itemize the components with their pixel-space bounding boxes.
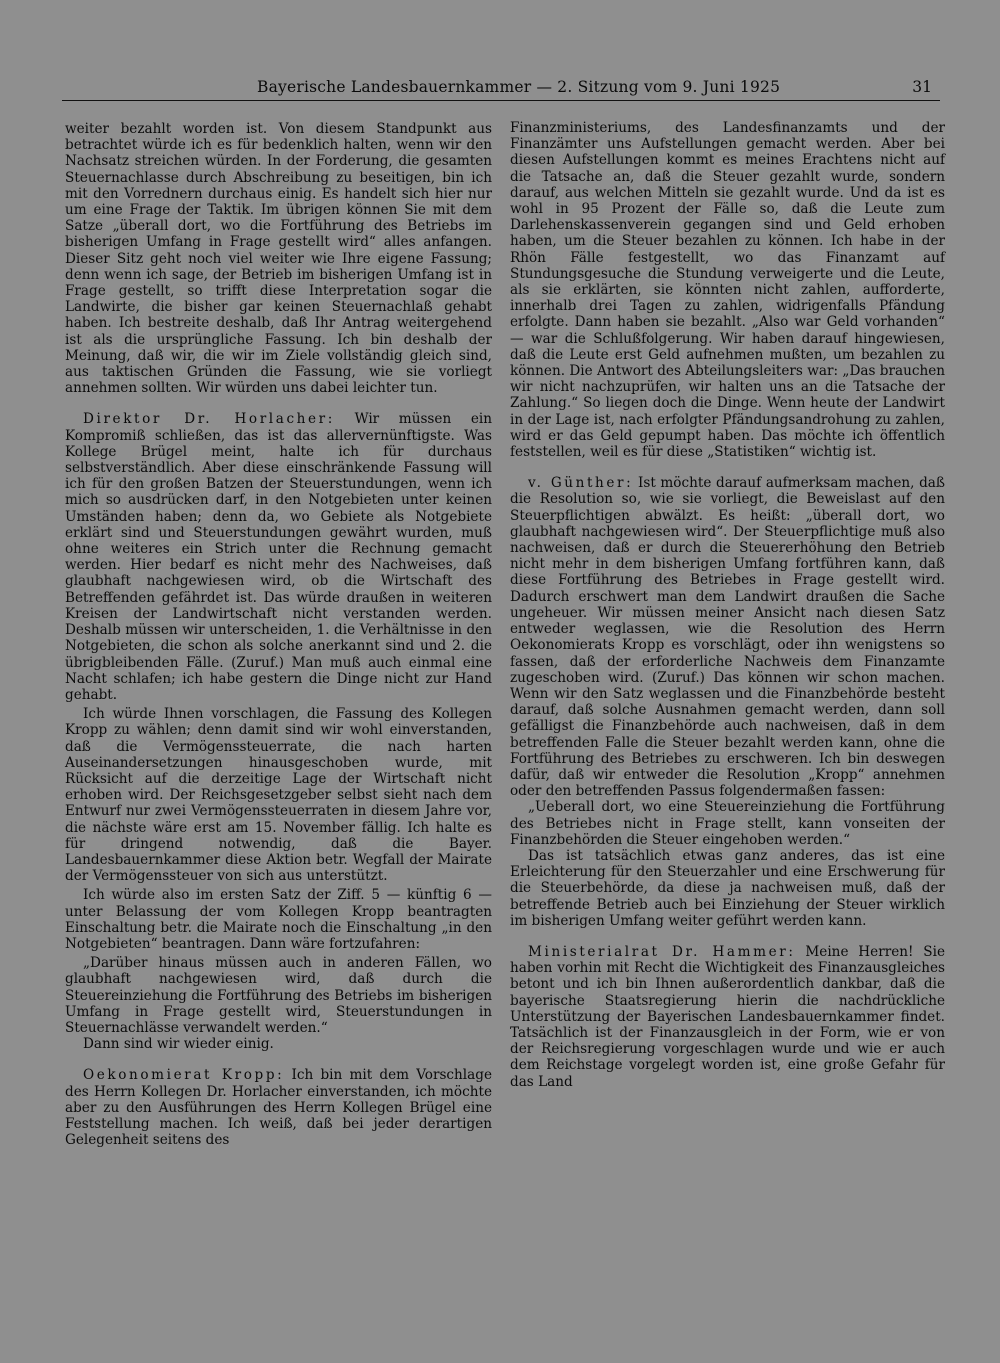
paragraph: Dann sind wir wieder einig. <box>83 1036 274 1053</box>
paragraph: Das ist tatsächlich etwas ganz anderes, das ist eine Erleichterung für den Steuerzahler und eine Erschwerung für die Steuerbehörde, da diese ja nachweisen muß, daß der betreffende Betrieb auch bei Einziehung der Steuer wirklich im bisherigen Umfang weiter geführt werden kann. <box>510 847 945 929</box>
speech-hammer <box>510 944 945 1090</box>
paragraph: Finanzministeriums, des Landesfinanzamts und der Finanzämter uns Aufstellungen gemacht werden. Aber bei diesen Aufstellungen kommt es meines Erachtens nicht auf die Tatsache an, daß die Steuer gezahlt wurde, sondern darauf, aus welchen Mitteln sie gezahlt wurde. Und da ist es wohl in 95 Prozent der Fälle so, daß die Leute zum Darlehenskassenverein gegangen sind und Geld erhoben haben, um die Steuer bezahlen zu können. Ich habe in der Rhön Fälle festgestellt, wo das Finanzamt auf Stundungsgesuche die Stundung verweigerte und die Leute, als sie erklärten, sie könnten nicht zahlen, aufforderte, innerhalb drei Tagen zu zahlen, widrigenfalls Pfändung erfolgte. Dann haben sie bezahlt. „Also war Geld vorhanden“ — war die Schlußfolgerung. Wir haben darauf hingewiesen, daß die Leute erst Geld aufnehmen mußten, um bezahlen zu können. Die Antwort des Abteilungsleiters war: „Das brauchen wir nicht nachzuprüfen, wir halten uns an die Tatsache der Zahlung.“ So liegen doch die Dinge. Wenn heute der Landwirt in der Lage ist, nach erfolgter Pfändungsandrohung zu zahlen, wird er das Geld gepumpt haben. Das möchte ich öffentlich feststellen, weil es für diese „Statistiken“ wichtig ist. <box>510 120 945 461</box>
right-column <box>510 120 945 1090</box>
running-title: Bayerische Landesbauernkammer — 2. Sitzung vom 9. Juni 1925 <box>257 78 781 96</box>
speaker-name: Ministerialrat Dr. Hammer: <box>528 943 796 960</box>
speaker-name: v. Günther: <box>528 475 634 492</box>
speech-text: Meine Herren! Sie haben vorhin mit Recht die Wichtigkeit des Finanzausgleiches betont und ich bin Ihnen außerordentlich dankbar, daß die bayerische Staatsregierung hierin die nachdrückliche Unterstützung der Bayerischen Landesbauernkammer findet. Tatsächlich ist der Finanzausgleich in der Form, wie er von der Reichsregierung vorgeschlagen wurde und wie er auch dem Reichstage vorgelegt worden ist, eine große Gefahr für das Land <box>510 943 945 1090</box>
speech-text: Ist möchte darauf aufmerksam machen, daß die Resolution so, wie sie vorliegt, die Beweislast auf den Steuerpflichtigen abwälzt. Es heißt: „überall dort, wo glaubhaft nachgewiesen wird“. Der Steuerpflichtige muß also nachweisen, daß er durch die Steuererhöhung den Betrieb nicht mehr in dem bisherigen Umfang fortführen kann, daß diese Fortführung des Betriebes in Frage gestellt wird. Dadurch erschwert man dem Landwirt draußen die Sache ungeheuer. Wir müssen meiner Ansicht nach diesen Satz entweder weglassen, wie die Resolution des Herrn Oekonomierats Kropp es vorschlägt, oder ihn wenigstens so fassen, daß der erforderliche Nachweis dem Finanzamte zugeschoben wird. (Zuruf.) Das können wir schon machen. Wenn wir den Satz weglassen und die Finanzbehörde besteht darauf, daß solche Ausnahmen gemacht werden, dann soll gefälligst die Finanzbehörde auch nachweisen, daß in dem betreffenden Falle die Steuer bezahlt werden kann, ohne die Fortführung des Betriebes zu erschweren. Ich bin deswegen dafür, daß wir entweder die Resolution „Kropp“ annehmen oder den betreffenden Passus folgendermaßen fassen: <box>510 475 945 800</box>
page-number: 31 <box>912 78 932 96</box>
quoted-motion: „Darüber hinaus müssen auch in anderen Fällen, wo glaubhaft nachgewiesen wird, daß durch die Steuereinziehung die Fortführung des Betriebs im bisherigen Umfang in Frage gestellt wird, Steuerstundungen in Steuernachlässe verwandelt werden.“ <box>65 955 492 1036</box>
speech-kropp <box>65 1067 492 1148</box>
speaker-name: Direktor Dr. Horlacher: <box>83 411 335 428</box>
paragraph: Ich würde also im ersten Satz der Ziff. 5 — künftig 6 — unter Belassung der vom Kollegen Kropp beantragten Einschaltung betr. die Mairate noch die Einschaltung „in den Notgebieten“ beantragen. Dann wäre fortzufahren: <box>65 887 492 952</box>
header-rule <box>62 100 940 101</box>
paragraph: Ich würde Ihnen vorschlagen, die Fassung des Kollegen Kropp zu wählen; denn damit sind wir wohl einverstanden, daß die Vermögenssteuerrate, die nach harten Auseinandersetzungen hinausgeschoben wurde, mit Rücksicht auf die derzeitige Lage der Wirtschaft nicht erhoben wird. Der Reichsgesetzgeber selbst sieht nach dem Entwurf nur zwei Vermögenssteuerraten in diesem Jahre vor, die nächste wäre erst am 15. November fällig. Ich halte es für dringend notwendig, daß die Bayer. Landesbauernkammer diese Aktion betr. Wegfall der Mairate der Vermögenssteuer von sich aus unterstützt. <box>65 706 492 885</box>
speech-guenther <box>510 475 945 799</box>
speech-text: Ich bin mit dem Vorschlage des Herrn Kollegen Dr. Horlacher einverstanden, ich möchte aber zu den Ausführungen des Herrn Kollegen Brügel eine Feststellung machen. Ich weiß, daß bei jeder derartigen Gelegenheit seitens des <box>65 1067 492 1149</box>
left-column <box>65 121 492 1148</box>
quoted-motion: „Ueberall dort, wo eine Steuereinziehung die Fortführung des Betriebes nicht in Frage stellt, kann vonseiten der Finanzbehörden die Steuer eingehoben werden.“ <box>510 799 945 848</box>
speech-text: Wir müssen ein Kompromiß schließen, das ist das allervernünftigste. Was Kollege Brügel meint, halte ich für durchaus selbstverständlich. Aber diese einschränkende Fassung will ich für den großen Batzen der Steuerstundungen, wenn ich mich so ausdrücken darf, in den Notgebieten unter keinen Umständen haben; denn da, wo Gebiete als Notgebiete erklärt sind und Steuerstundungen gewährt wurden, muß ohne weiteres ein Strich unter die Rechnung gemacht werden. Hier bedarf es nicht mehr des Nachweises, daß glaubhaft nachgewiesen wird, ob die Wirtschaft des Betreffenden gefährdet ist. Das würde draußen in weiteren Kreisen der Landwirtschaft nicht verstanden werden. Deshalb müssen wir unterscheiden, 1. die Verhältnisse in den Notgebieten, die schon als solche anerkannt sind und 2. die übrigbleibenden Fälle. (Zuruf.) Man muß auch einmal eine Nacht schlafen; ich habe gestern die Dinge nicht zur Hand gehabt. <box>65 411 492 703</box>
paragraph: weiter bezahlt worden ist. Von diesem Standpunkt aus betrachtet würde ich es für bedenklich halten, wenn wir den Nachsatz streichen würden. In der Forderung, die gesamten Steuernachlasse durch Abschreibung zu beseitigen, bin ich mit den Vorrednern durchaus einig. Es handelt sich hier nur um eine Frage der Taktik. Im übrigen können Sie mit dem Satze „überall dort, wo die Fortführung des Betriebs im bisherigen Umfang in Frage gestellt wird“ alles anfangen. Dieser Sitz geht noch viel weiter wie Ihre eigene Fassung; denn wenn ich sage, der Betrieb im bisherigen Umfang ist in Frage gestellt, so trifft diese Interpretation sogar die Landwirte, die bisher gar keinen Steuernachlaß gehabt haben. Ich bestreite deshalb, daß Ihr Antrag weitergehend ist als die ursprüngliche Fassung. Ich bin deshalb der Meinung, daß wir, die wir im Ziele vollständig gleich sind, aus taktischen Gründen die Fassung, wie sie vorliegt annehmen sollten. Wir würden uns dabei leichter tun. <box>65 121 492 397</box>
speaker-name: Oekonomierat Kropp: <box>83 1067 285 1084</box>
running-head <box>62 76 940 100</box>
speech-horlacher <box>65 411 492 703</box>
